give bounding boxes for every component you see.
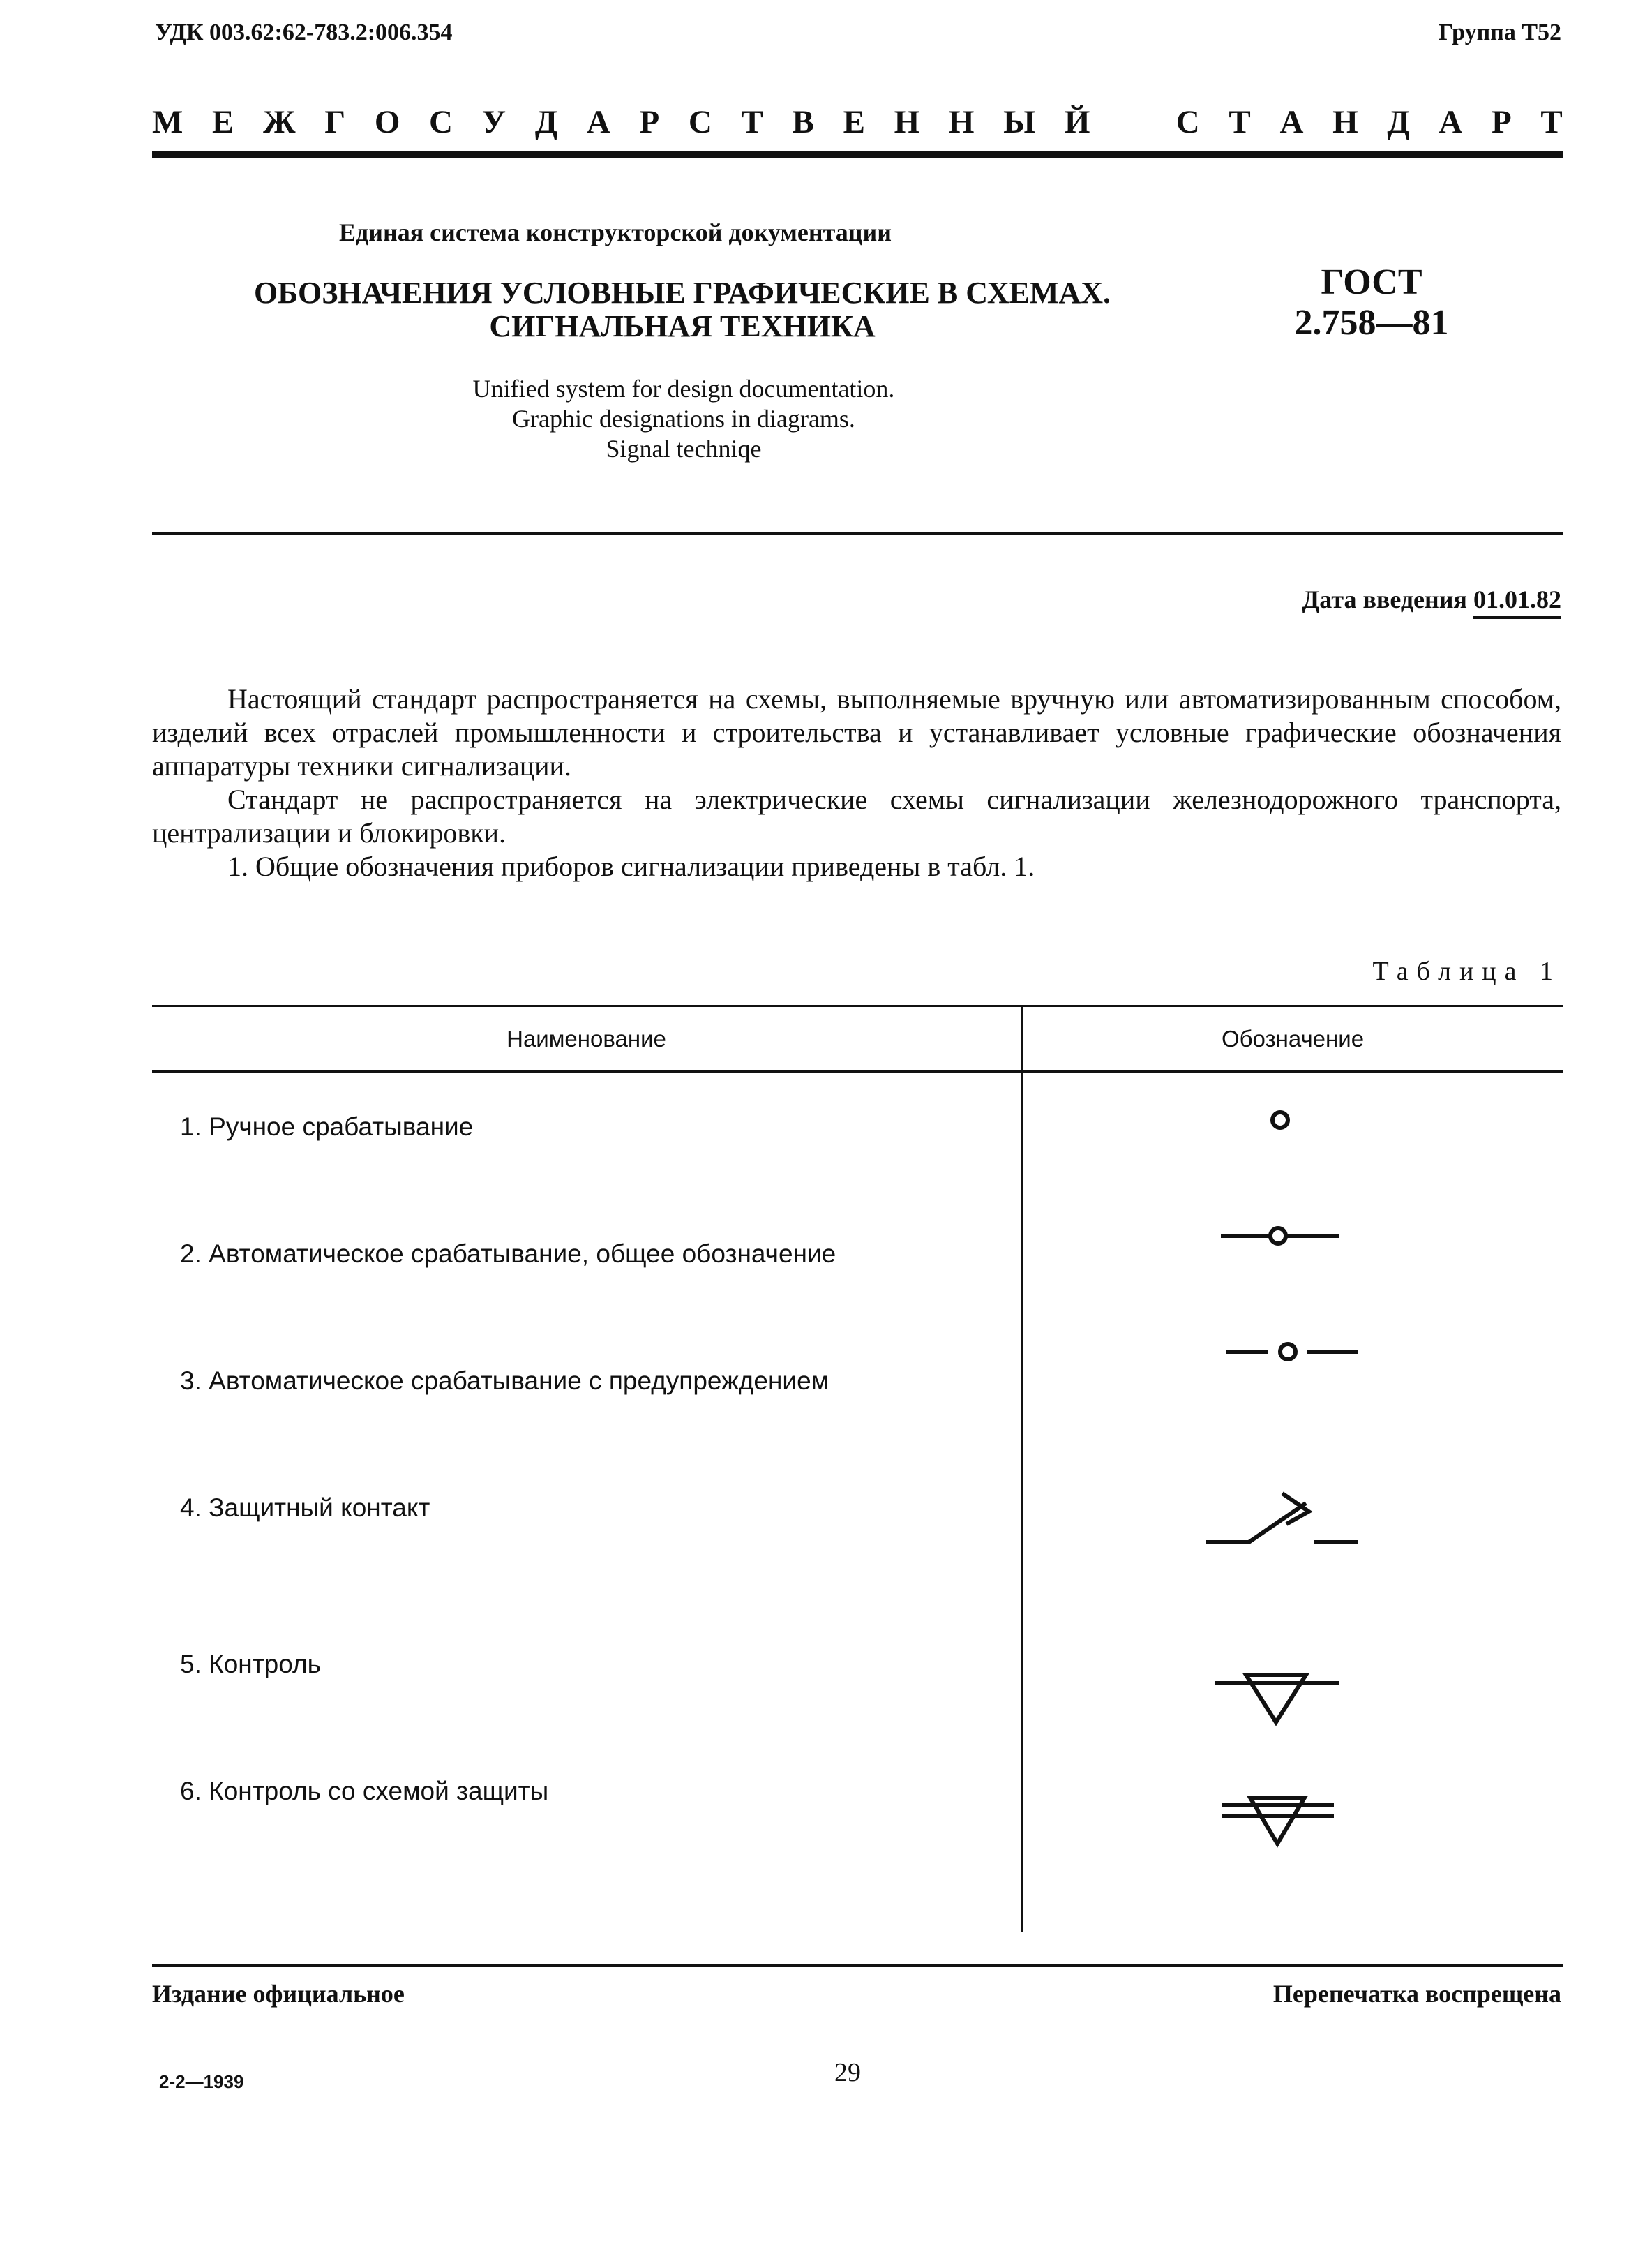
reprint-prohibited-note: Перепечатка воспрещена — [1272, 1980, 1561, 2008]
banner-letter: Т — [1540, 104, 1563, 140]
banner-letter: У — [481, 104, 506, 140]
column-header-name: Наименование — [506, 1026, 666, 1052]
system-name: Единая система конструкторской документации — [339, 218, 892, 246]
title-line-2: СИГНАЛЬНАЯ ТЕХНИКА — [489, 309, 876, 343]
gost-number: 2.758—81 — [1294, 303, 1449, 343]
banner-rule — [152, 151, 1563, 158]
paragraph-exclusion: Стандарт не распространяется на электрические схемы сигнализации железнодорожного транспорта, централизации и блокировки. — [152, 784, 1561, 849]
banner-letter: Р — [639, 104, 660, 140]
table-row-name: 5. Контроль — [180, 1650, 321, 1678]
banner-letter: А — [1279, 104, 1304, 140]
title-rule — [152, 532, 1563, 535]
banner-letter: А — [1439, 104, 1463, 140]
automatic-activation-warning-icon — [1214, 1334, 1367, 1369]
group-code: Группа Т52 — [1438, 20, 1561, 45]
banner-letter: С — [1176, 104, 1200, 140]
english-title-line-2: Graphic designations in diagrams. — [512, 405, 855, 433]
interstate-standard-banner — [152, 103, 1563, 141]
banner-letter: Д — [534, 104, 558, 140]
banner-letter: Н — [894, 104, 920, 140]
english-title — [377, 374, 991, 464]
banner-letter: О — [374, 104, 400, 140]
banner-letter: В — [792, 104, 814, 140]
paragraph-scope: Настоящий стандарт распространяется на схемы, выполняемые вручную или автоматизированным способом, изделий всех отраслей промышленности и строительства и устанавливает условные графические обозначения аппаратуры техники сигнализации. — [152, 683, 1561, 782]
official-edition-note: Издание официальное — [152, 1980, 405, 2008]
banner-letter: М — [152, 104, 183, 140]
date-value: 01.01.82 — [1473, 585, 1561, 619]
table-row-name: 3. Автоматическое срабатывание с предупреждением — [180, 1366, 829, 1395]
gost-label: ГОСТ — [1321, 262, 1422, 302]
footer-rule — [152, 1964, 1563, 1967]
title-line-1: ОБОЗНАЧЕНИЯ УСЛОВНЫЕ ГРАФИЧЕСКИЕ В СХЕМАХ. — [253, 276, 1111, 310]
table-row-name: 6. Контроль со схемой защиты — [180, 1777, 549, 1805]
date-label: Дата введения — [1302, 585, 1467, 613]
english-title-line-3: Signal techniqe — [606, 435, 762, 463]
banner-gap — [1119, 103, 1147, 141]
table-row-name: 2. Автоматическое срабатывание, общее обозначение — [180, 1239, 836, 1268]
print-code: 2-2—1939 — [159, 2071, 244, 2092]
english-title-line-1: Unified system for design documentation. — [472, 375, 895, 403]
column-header-symbol: Обозначение — [1221, 1026, 1365, 1052]
gost-designation — [1281, 262, 1462, 343]
protective-contact-icon — [1200, 1479, 1367, 1556]
table-caption: Таблица 1 — [1372, 957, 1561, 986]
banner-letter: Е — [212, 104, 234, 140]
control-icon — [1207, 1661, 1346, 1731]
table-column-divider — [1021, 1005, 1023, 1932]
table-row-name: 1. Ручное срабатывание — [180, 1112, 474, 1141]
banner-letter: Р — [1491, 104, 1512, 140]
banner-letter: Н — [1332, 104, 1358, 140]
banner-letter: Ж — [263, 104, 296, 140]
udc-code: УДК 003.62:62-783.2:006.354 — [155, 20, 453, 45]
document-title — [222, 276, 1143, 343]
banner-letter: А — [586, 104, 610, 140]
control-protection-icon — [1214, 1786, 1346, 1856]
introduction-date — [1302, 585, 1562, 614]
banner-letter: Д — [1387, 104, 1410, 140]
banner-letter: Т — [1229, 104, 1251, 140]
table-header-rule — [152, 1070, 1563, 1073]
table-top-rule — [152, 1005, 1563, 1007]
banner-letter: Е — [843, 104, 865, 140]
banner-letter: Ы — [1003, 104, 1036, 140]
banner-letter: С — [429, 104, 453, 140]
paragraph-item-1: 1. Общие обозначения приборов сигнализации приведены в табл. 1. — [227, 851, 1035, 882]
banner-letter: Г — [324, 104, 346, 140]
banner-letter: Й — [1064, 104, 1090, 140]
page-number: 29 — [834, 2058, 861, 2087]
table-row-name: 4. Защитный контакт — [180, 1493, 430, 1522]
banner-letter: Т — [741, 104, 763, 140]
manual-activation-icon — [1249, 1103, 1312, 1137]
banner-letter: С — [688, 104, 712, 140]
automatic-activation-icon — [1214, 1218, 1346, 1253]
banner-letter: Н — [948, 104, 975, 140]
